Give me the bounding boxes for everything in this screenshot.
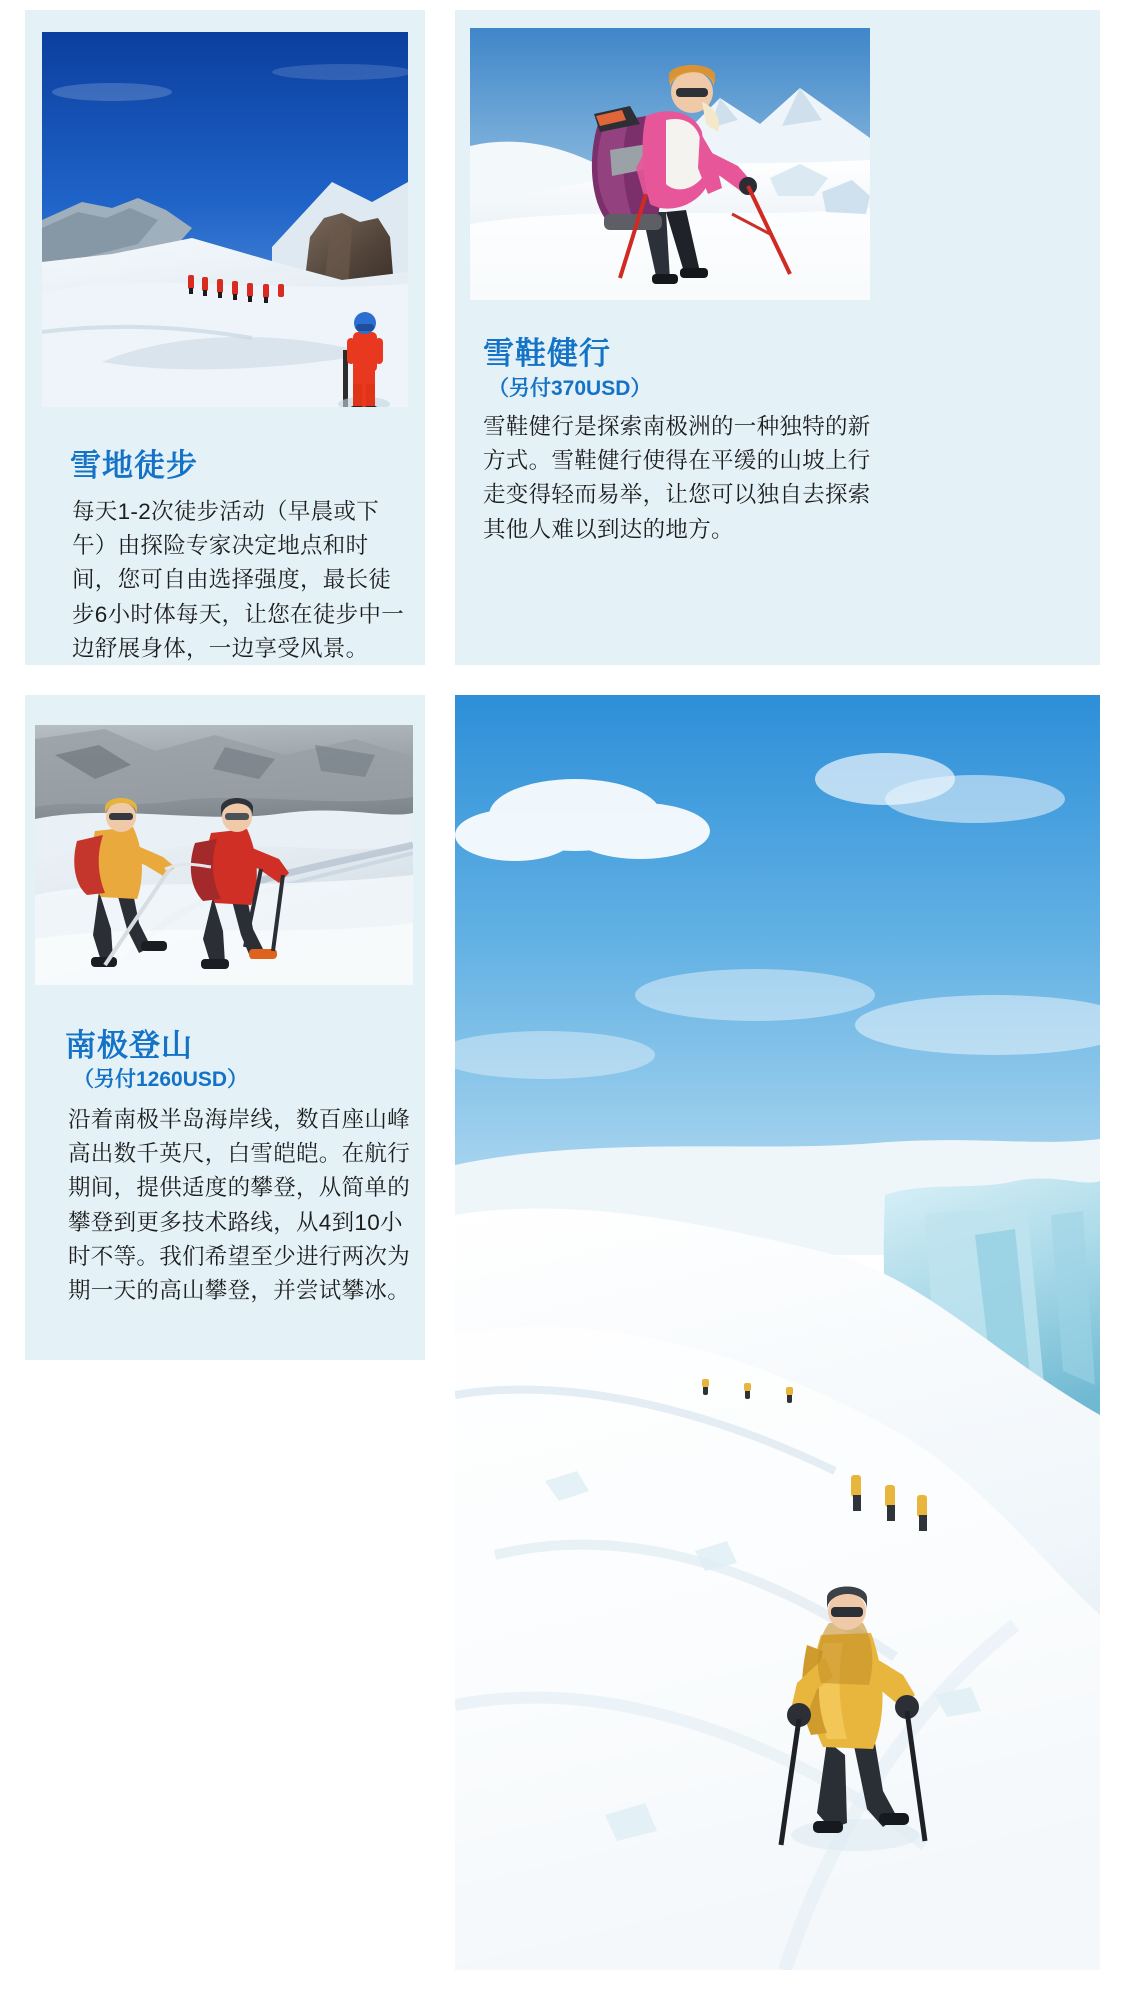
photo-snowshoe bbox=[470, 28, 870, 300]
card-body-snow-hiking: 每天1-2次徒步活动（早晨或下午）由探险专家决定地点和时间，您可自由选择强度，最长徒步6小时体每天，让您在徒步中一边舒展身体，一边享受风景。 bbox=[72, 499, 405, 661]
photo-mountaineering bbox=[35, 725, 413, 985]
card-glacier-trek bbox=[455, 695, 1100, 1970]
card-snow-hiking bbox=[25, 10, 425, 665]
card-title-snowshoe: 雪鞋健行 bbox=[483, 336, 611, 371]
card-surcharge-snowshoe: （另付370USD） bbox=[488, 377, 652, 400]
card-mountaineering bbox=[25, 695, 425, 1360]
photo-glacier-trek bbox=[455, 695, 1100, 1970]
card-snowshoe bbox=[455, 10, 1100, 665]
card-body-snowshoe: 雪鞋健行是探索南极洲的一种独特的新方式。雪鞋健行使得在平缓的山坡上行走变得轻而易举，让您可以独自去探索其他人难以到达的地方。 bbox=[483, 414, 871, 542]
card-body-mountaineering: 沿着南极半岛海岸线，数百座山峰高出数千英尺，白雪皑皑。在航行期间，提供适度的攀登，从简单的攀登到更多技术路线，从4到10小时不等。我们希望至少进行两次为期一天的高山攀登，并尝试攀冰。 bbox=[68, 1107, 411, 1303]
card-title-snow-hiking: 雪地徒步 bbox=[70, 448, 198, 483]
card-surcharge-mountaineering: （另付1260USD） bbox=[73, 1068, 249, 1091]
card-title-mountaineering: 南极登山 bbox=[65, 1028, 193, 1063]
photo-snow-hiking bbox=[42, 32, 408, 407]
